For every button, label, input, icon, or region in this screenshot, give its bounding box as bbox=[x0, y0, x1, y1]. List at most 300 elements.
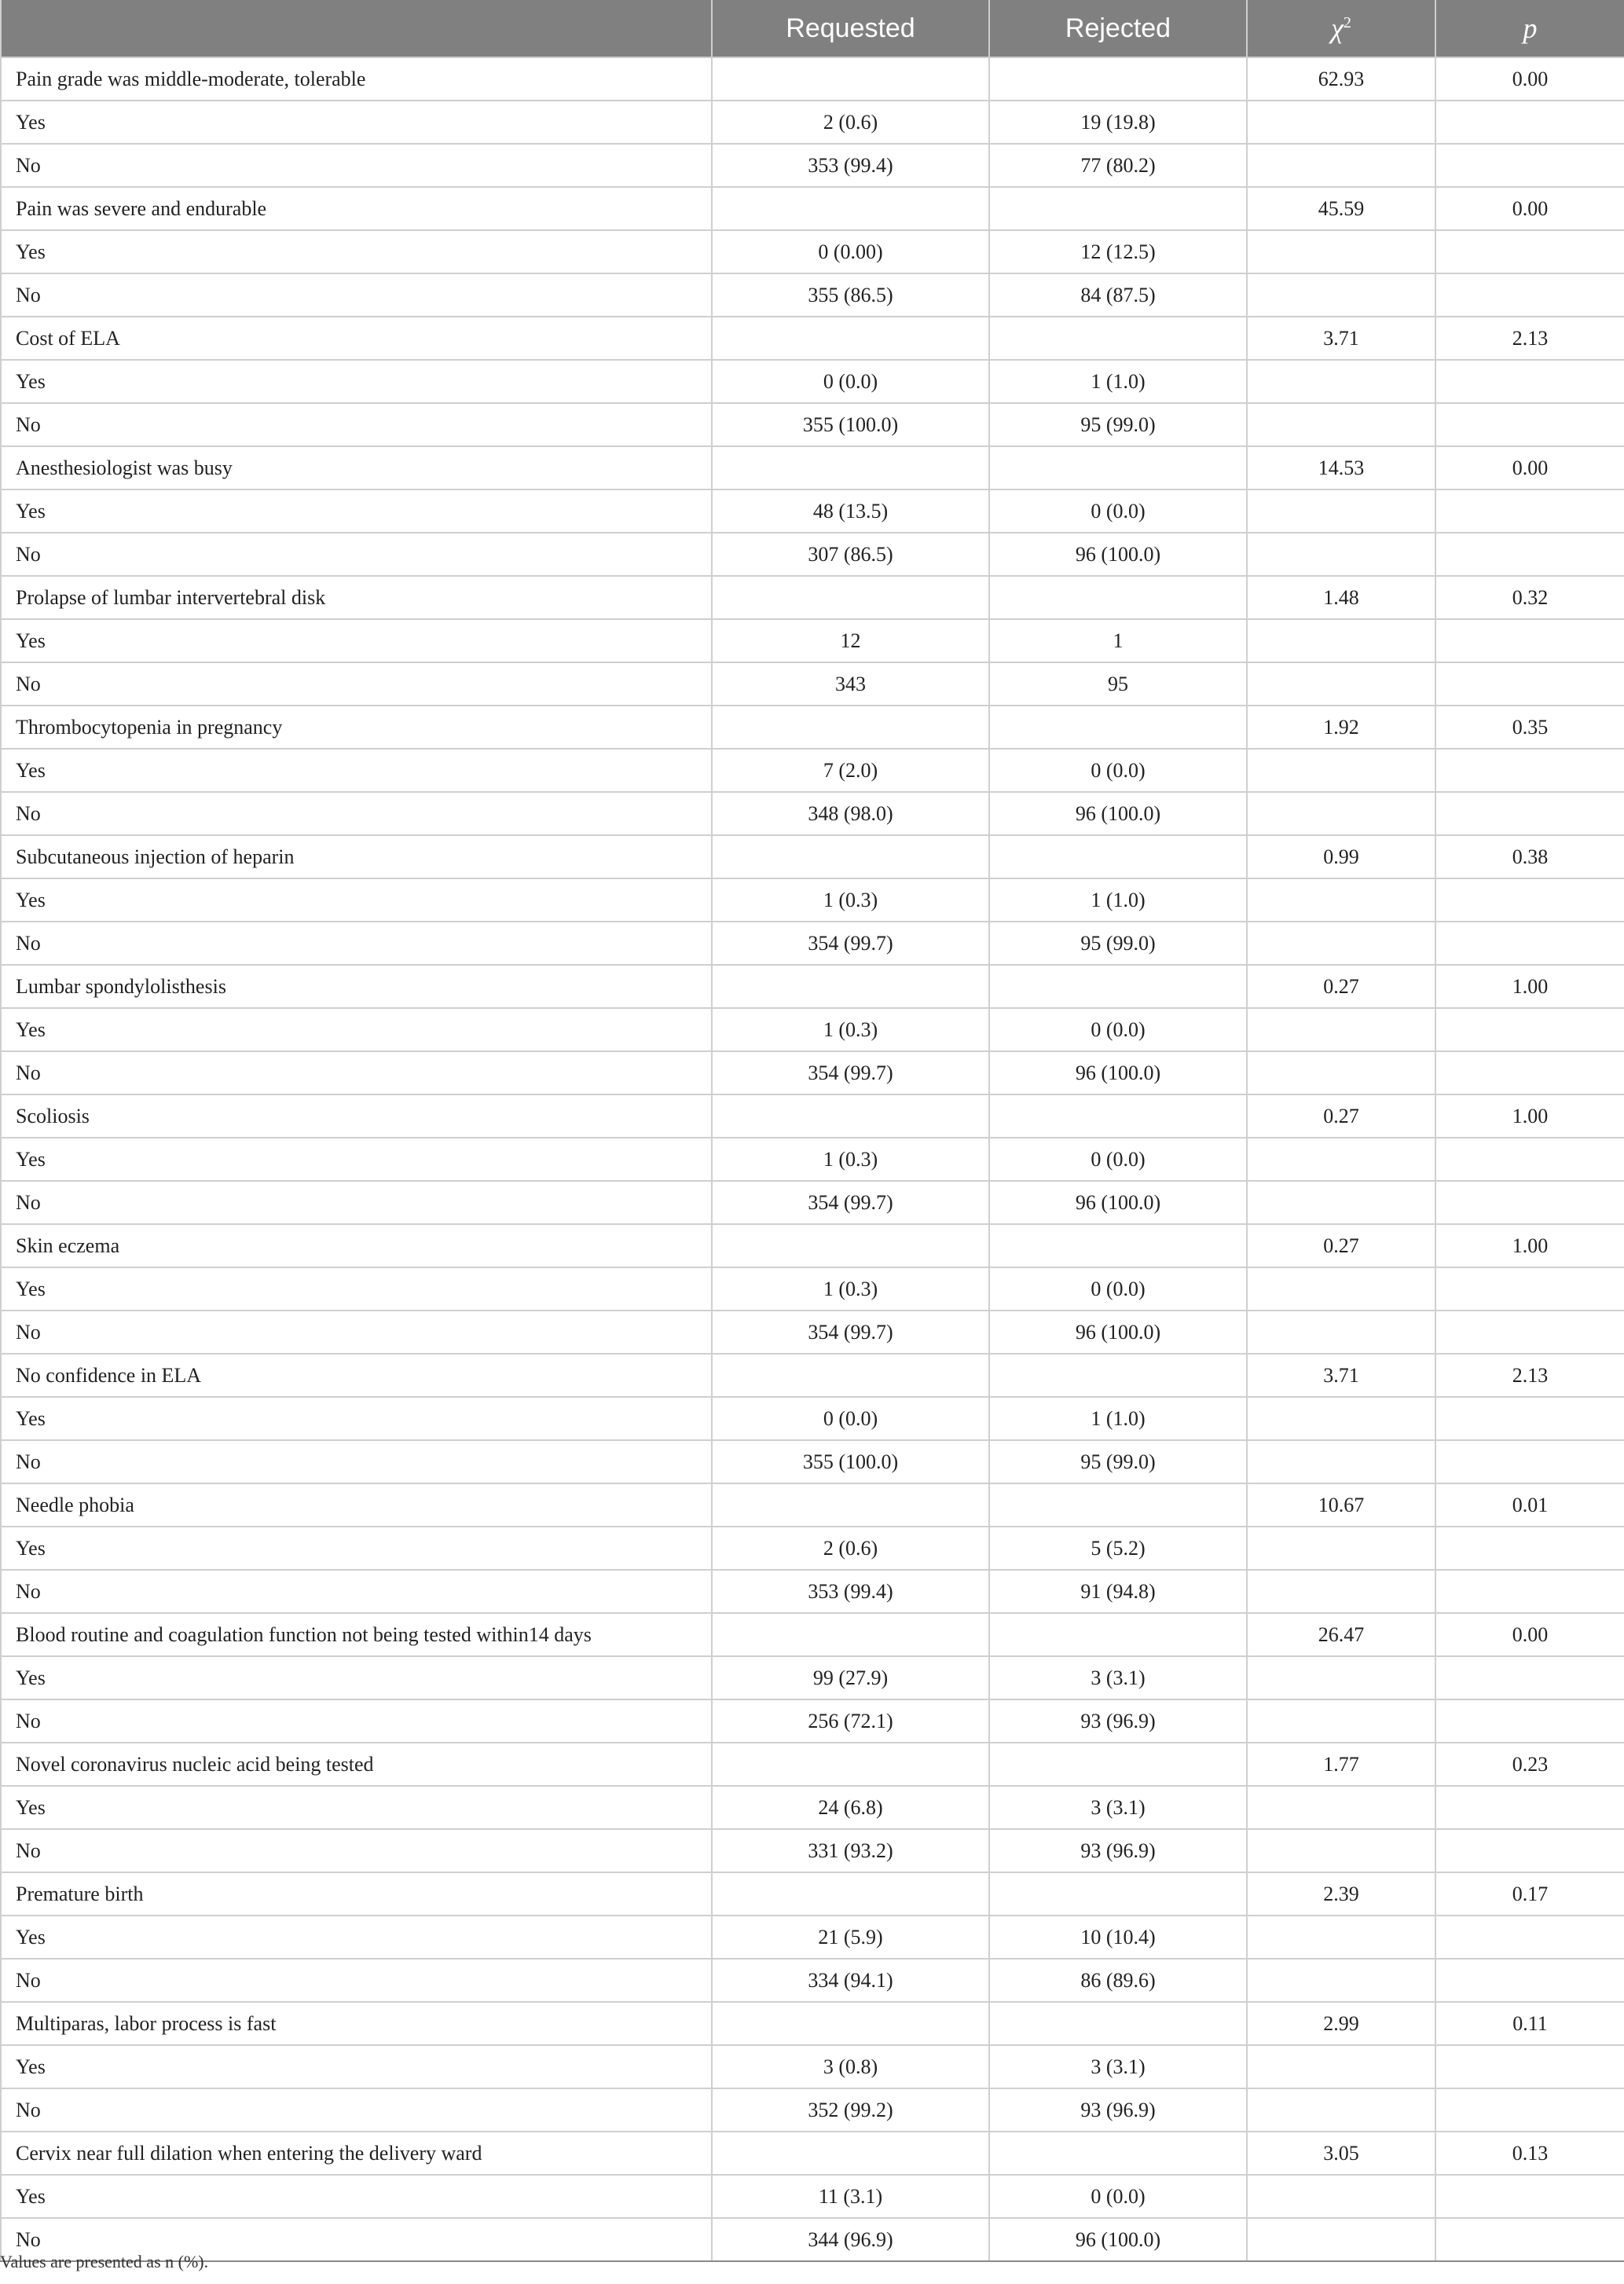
cell-label: No bbox=[1, 1829, 712, 1872]
cell-chi-square: 10.67 bbox=[1247, 1483, 1435, 1527]
cell-rejected: 3 (3.1) bbox=[989, 1656, 1247, 1699]
table-row bbox=[1, 576, 1624, 619]
cell-label: No bbox=[1, 273, 712, 317]
cell-label: Yes bbox=[1, 1656, 712, 1699]
cell-chi-square bbox=[1247, 878, 1435, 922]
cell-rejected: 96 (100.0) bbox=[989, 1311, 1247, 1354]
table-row bbox=[1, 1440, 1624, 1483]
cell-chi-square bbox=[1247, 792, 1435, 835]
table-row bbox=[1, 1138, 1624, 1181]
table-row bbox=[1, 1008, 1624, 1051]
cell-rejected: 0 (0.0) bbox=[989, 1138, 1247, 1181]
cell-label: Yes bbox=[1, 749, 712, 792]
cell-chi-square bbox=[1247, 1138, 1435, 1181]
cell-p-value bbox=[1435, 662, 1624, 706]
cell-label: No bbox=[1, 1181, 712, 1224]
cell-requested bbox=[712, 1743, 989, 1786]
cell-p-value bbox=[1435, 230, 1624, 273]
cell-requested: 1 (0.3) bbox=[712, 878, 989, 922]
cell-requested: 7 (2.0) bbox=[712, 749, 989, 792]
cell-label: Yes bbox=[1, 230, 712, 273]
cell-requested: 0 (0.00) bbox=[712, 230, 989, 273]
cell-p-value bbox=[1435, 792, 1624, 835]
cell-requested bbox=[712, 317, 989, 360]
cell-p-value bbox=[1435, 878, 1624, 922]
cell-label: Yes bbox=[1, 101, 712, 144]
cell-rejected: 0 (0.0) bbox=[989, 1267, 1247, 1311]
cell-chi-square bbox=[1247, 1959, 1435, 2002]
table-row bbox=[1, 1829, 1624, 1872]
cell-rejected: 0 (0.0) bbox=[989, 749, 1247, 792]
cell-p-value bbox=[1435, 403, 1624, 446]
cell-label: No bbox=[1, 1570, 712, 1613]
cell-p-value bbox=[1435, 101, 1624, 144]
cell-label: Multiparas, labor process is fast bbox=[1, 2002, 712, 2045]
cell-chi-square bbox=[1247, 1786, 1435, 1829]
table-body bbox=[1, 57, 1624, 2261]
cell-label: Pain was severe and endurable bbox=[1, 187, 712, 230]
cell-label: Yes bbox=[1, 878, 712, 922]
cell-label: Yes bbox=[1, 1397, 712, 1440]
cell-requested bbox=[712, 187, 989, 230]
cell-chi-square bbox=[1247, 230, 1435, 273]
cell-requested bbox=[712, 1354, 989, 1397]
cell-requested bbox=[712, 835, 989, 878]
cell-chi-square bbox=[1247, 2218, 1435, 2261]
table-row bbox=[1, 1051, 1624, 1094]
header-requested: Requested bbox=[712, 0, 989, 57]
cell-p-value bbox=[1435, 1008, 1624, 1051]
cell-label: No bbox=[1, 144, 712, 187]
cell-label: No bbox=[1, 1311, 712, 1354]
cell-requested bbox=[712, 1483, 989, 1527]
cell-rejected: 95 bbox=[989, 662, 1247, 706]
cell-chi-square bbox=[1247, 273, 1435, 317]
cell-rejected: 1 (1.0) bbox=[989, 1397, 1247, 1440]
cell-requested: 3 (0.8) bbox=[712, 2045, 989, 2088]
cell-p-value bbox=[1435, 360, 1624, 403]
cell-requested: 99 (27.9) bbox=[712, 1656, 989, 1699]
cell-chi-square bbox=[1247, 922, 1435, 965]
cell-rejected bbox=[989, 1872, 1247, 1916]
cell-requested bbox=[712, 57, 989, 101]
table-row bbox=[1, 1354, 1624, 1397]
cell-chi-square: 26.47 bbox=[1247, 1613, 1435, 1656]
cell-requested: 307 (86.5) bbox=[712, 533, 989, 576]
table-row bbox=[1, 273, 1624, 317]
table-row bbox=[1, 360, 1624, 403]
table-row bbox=[1, 317, 1624, 360]
cell-chi-square bbox=[1247, 1440, 1435, 1483]
cell-p-value bbox=[1435, 1181, 1624, 1224]
table-row bbox=[1, 1397, 1624, 1440]
cell-label: Prolapse of lumbar intervertebral disk bbox=[1, 576, 712, 619]
table-row bbox=[1, 1872, 1624, 1916]
cell-label: Anesthesiologist was busy bbox=[1, 446, 712, 489]
cell-p-value bbox=[1435, 1138, 1624, 1181]
cell-p-value bbox=[1435, 1397, 1624, 1440]
cell-p-value bbox=[1435, 1959, 1624, 2002]
cell-requested: 1 (0.3) bbox=[712, 1138, 989, 1181]
table-row bbox=[1, 1916, 1624, 1959]
cell-p-value: 0.13 bbox=[1435, 2132, 1624, 2175]
cell-rejected: 95 (99.0) bbox=[989, 922, 1247, 965]
cell-rejected: 93 (96.9) bbox=[989, 1829, 1247, 1872]
cell-label: Pain grade was middle-moderate, tolerable bbox=[1, 57, 712, 101]
cell-rejected: 96 (100.0) bbox=[989, 2218, 1247, 2261]
table-row bbox=[1, 1181, 1624, 1224]
cell-p-value: 0.00 bbox=[1435, 446, 1624, 489]
cell-label: Yes bbox=[1, 2175, 712, 2218]
cell-chi-square: 0.27 bbox=[1247, 1094, 1435, 1138]
cell-requested: 24 (6.8) bbox=[712, 1786, 989, 1829]
cell-p-value: 1.00 bbox=[1435, 1224, 1624, 1267]
cell-requested bbox=[712, 965, 989, 1008]
cell-p-value bbox=[1435, 1699, 1624, 1743]
cell-rejected: 95 (99.0) bbox=[989, 1440, 1247, 1483]
cell-p-value bbox=[1435, 1829, 1624, 1872]
table-row bbox=[1, 1267, 1624, 1311]
cell-rejected: 77 (80.2) bbox=[989, 144, 1247, 187]
cell-p-value bbox=[1435, 533, 1624, 576]
cell-rejected bbox=[989, 1224, 1247, 1267]
cell-rejected bbox=[989, 317, 1247, 360]
cell-chi-square bbox=[1247, 1051, 1435, 1094]
cell-label: Yes bbox=[1, 1786, 712, 1829]
cell-label: Cervix near full dilation when entering the delivery ward bbox=[1, 2132, 712, 2175]
cell-label: No bbox=[1, 792, 712, 835]
table-row bbox=[1, 1959, 1624, 2002]
cell-requested bbox=[712, 706, 989, 749]
cell-p-value bbox=[1435, 1311, 1624, 1354]
cell-chi-square: 1.48 bbox=[1247, 576, 1435, 619]
header-row bbox=[1, 0, 1624, 57]
cell-chi-square bbox=[1247, 403, 1435, 446]
cell-requested bbox=[712, 1094, 989, 1138]
cell-requested: 12 bbox=[712, 619, 989, 662]
cell-label: No bbox=[1, 1959, 712, 2002]
cell-chi-square bbox=[1247, 1311, 1435, 1354]
cell-p-value bbox=[1435, 489, 1624, 533]
cell-rejected: 96 (100.0) bbox=[989, 533, 1247, 576]
cell-label: Premature birth bbox=[1, 1872, 712, 1916]
cell-requested: 354 (99.7) bbox=[712, 1311, 989, 1354]
cell-label: Yes bbox=[1, 1267, 712, 1311]
cell-rejected: 93 (96.9) bbox=[989, 1699, 1247, 1743]
cell-rejected bbox=[989, 2132, 1247, 2175]
table-row bbox=[1, 446, 1624, 489]
cell-chi-square bbox=[1247, 1267, 1435, 1311]
cell-p-value: 0.32 bbox=[1435, 576, 1624, 619]
cell-requested: 344 (96.9) bbox=[712, 2218, 989, 2261]
cell-label: Cost of ELA bbox=[1, 317, 712, 360]
cell-p-value bbox=[1435, 1440, 1624, 1483]
cell-p-value bbox=[1435, 2088, 1624, 2132]
cell-chi-square bbox=[1247, 1699, 1435, 1743]
cell-rejected bbox=[989, 446, 1247, 489]
header-p-value: p bbox=[1435, 0, 1624, 57]
cell-rejected bbox=[989, 1094, 1247, 1138]
cell-p-value: 2.13 bbox=[1435, 1354, 1624, 1397]
cell-chi-square: 0.99 bbox=[1247, 835, 1435, 878]
cell-requested: 343 bbox=[712, 662, 989, 706]
cell-p-value bbox=[1435, 1267, 1624, 1311]
cell-p-value: 0.17 bbox=[1435, 1872, 1624, 1916]
cell-rejected: 93 (96.9) bbox=[989, 2088, 1247, 2132]
cell-requested: 352 (99.2) bbox=[712, 2088, 989, 2132]
cell-p-value bbox=[1435, 273, 1624, 317]
cell-rejected: 1 (1.0) bbox=[989, 360, 1247, 403]
cell-chi-square: 62.93 bbox=[1247, 57, 1435, 101]
cell-chi-square bbox=[1247, 1570, 1435, 1613]
table-row bbox=[1, 1094, 1624, 1138]
cell-chi-square: 3.71 bbox=[1247, 1354, 1435, 1397]
cell-label: No bbox=[1, 1440, 712, 1483]
cell-rejected: 84 (87.5) bbox=[989, 273, 1247, 317]
cell-requested: 1 (0.3) bbox=[712, 1008, 989, 1051]
cell-chi-square bbox=[1247, 1656, 1435, 1699]
table-row bbox=[1, 619, 1624, 662]
cell-p-value bbox=[1435, 2175, 1624, 2218]
cell-rejected bbox=[989, 57, 1247, 101]
table-row bbox=[1, 1699, 1624, 1743]
cell-label: Needle phobia bbox=[1, 1483, 712, 1527]
cell-rejected bbox=[989, 187, 1247, 230]
cell-rejected: 96 (100.0) bbox=[989, 1051, 1247, 1094]
cell-rejected: 5 (5.2) bbox=[989, 1527, 1247, 1570]
cell-label: Blood routine and coagulation function not being tested within14 days bbox=[1, 1613, 712, 1656]
cell-p-value: 1.00 bbox=[1435, 1094, 1624, 1138]
cell-requested: 21 (5.9) bbox=[712, 1916, 989, 1959]
cell-requested: 48 (13.5) bbox=[712, 489, 989, 533]
cell-chi-square: 0.27 bbox=[1247, 965, 1435, 1008]
cell-chi-square bbox=[1247, 489, 1435, 533]
cell-p-value: 0.23 bbox=[1435, 1743, 1624, 1786]
cell-rejected: 95 (99.0) bbox=[989, 403, 1247, 446]
cell-p-value bbox=[1435, 1570, 1624, 1613]
cell-chi-square bbox=[1247, 1829, 1435, 1872]
cell-label: Lumbar spondylolisthesis bbox=[1, 965, 712, 1008]
cell-label: No bbox=[1, 662, 712, 706]
cell-p-value bbox=[1435, 749, 1624, 792]
cell-chi-square bbox=[1247, 662, 1435, 706]
cell-requested: 0 (0.0) bbox=[712, 1397, 989, 1440]
table-row bbox=[1, 1570, 1624, 1613]
cell-rejected bbox=[989, 965, 1247, 1008]
table-row bbox=[1, 2132, 1624, 2175]
cell-requested: 355 (100.0) bbox=[712, 403, 989, 446]
cell-requested: 355 (86.5) bbox=[712, 273, 989, 317]
cell-requested bbox=[712, 1613, 989, 1656]
cell-requested: 353 (99.4) bbox=[712, 1570, 989, 1613]
cell-requested bbox=[712, 2002, 989, 2045]
cell-requested bbox=[712, 2132, 989, 2175]
cell-chi-square: 14.53 bbox=[1247, 446, 1435, 489]
cell-rejected bbox=[989, 1483, 1247, 1527]
cell-rejected bbox=[989, 1354, 1247, 1397]
cell-rejected bbox=[989, 835, 1247, 878]
cell-rejected: 86 (89.6) bbox=[989, 1959, 1247, 2002]
cell-p-value: 0.38 bbox=[1435, 835, 1624, 878]
cell-p-value bbox=[1435, 1786, 1624, 1829]
cell-p-value: 0.01 bbox=[1435, 1483, 1624, 1527]
table-row bbox=[1, 1743, 1624, 1786]
cell-chi-square bbox=[1247, 1181, 1435, 1224]
cell-p-value bbox=[1435, 2218, 1624, 2261]
cell-chi-square bbox=[1247, 2088, 1435, 2132]
cell-p-value: 2.13 bbox=[1435, 317, 1624, 360]
cell-chi-square bbox=[1247, 144, 1435, 187]
cell-rejected bbox=[989, 706, 1247, 749]
cell-label: Yes bbox=[1, 360, 712, 403]
cell-chi-square bbox=[1247, 1916, 1435, 1959]
table-row bbox=[1, 57, 1624, 101]
cell-requested: 331 (93.2) bbox=[712, 1829, 989, 1872]
cell-chi-square bbox=[1247, 360, 1435, 403]
table-row bbox=[1, 1224, 1624, 1267]
cell-rejected bbox=[989, 1743, 1247, 1786]
cell-rejected: 10 (10.4) bbox=[989, 1916, 1247, 1959]
cell-chi-square: 45.59 bbox=[1247, 187, 1435, 230]
cell-p-value bbox=[1435, 1051, 1624, 1094]
cell-requested: 354 (99.7) bbox=[712, 1051, 989, 1094]
cell-p-value: 0.00 bbox=[1435, 57, 1624, 101]
table-row bbox=[1, 1613, 1624, 1656]
cell-p-value bbox=[1435, 1916, 1624, 1959]
cell-chi-square bbox=[1247, 619, 1435, 662]
cell-label: Skin eczema bbox=[1, 1224, 712, 1267]
table-row bbox=[1, 1786, 1624, 1829]
cell-requested: 355 (100.0) bbox=[712, 1440, 989, 1483]
cell-chi-square: 1.92 bbox=[1247, 706, 1435, 749]
cell-rejected: 12 (12.5) bbox=[989, 230, 1247, 273]
cell-label: Yes bbox=[1, 1138, 712, 1181]
cell-chi-square: 1.77 bbox=[1247, 1743, 1435, 1786]
cell-requested: 348 (98.0) bbox=[712, 792, 989, 835]
cell-requested bbox=[712, 576, 989, 619]
cell-requested: 256 (72.1) bbox=[712, 1699, 989, 1743]
cell-chi-square: 0.27 bbox=[1247, 1224, 1435, 1267]
table-row bbox=[1, 2218, 1624, 2261]
cell-rejected: 0 (0.0) bbox=[989, 1008, 1247, 1051]
table-row bbox=[1, 792, 1624, 835]
cell-rejected: 3 (3.1) bbox=[989, 1786, 1247, 1829]
cell-p-value bbox=[1435, 1527, 1624, 1570]
cell-rejected: 96 (100.0) bbox=[989, 792, 1247, 835]
cell-chi-square bbox=[1247, 1008, 1435, 1051]
cell-p-value bbox=[1435, 1656, 1624, 1699]
cell-chi-square bbox=[1247, 2045, 1435, 2088]
cell-rejected: 0 (0.0) bbox=[989, 489, 1247, 533]
header-chi-square bbox=[1247, 0, 1435, 57]
table-footnote: Values are presented as n (%). bbox=[0, 2252, 209, 2271]
cell-p-value bbox=[1435, 2045, 1624, 2088]
cell-chi-square bbox=[1247, 749, 1435, 792]
cell-label: Yes bbox=[1, 1527, 712, 1570]
cell-rejected bbox=[989, 2002, 1247, 2045]
cell-rejected: 3 (3.1) bbox=[989, 2045, 1247, 2088]
cell-chi-square: 2.99 bbox=[1247, 2002, 1435, 2045]
table-row bbox=[1, 533, 1624, 576]
cell-label: No bbox=[1, 403, 712, 446]
table-row bbox=[1, 489, 1624, 533]
cell-chi-square bbox=[1247, 2175, 1435, 2218]
cell-rejected: 91 (94.8) bbox=[989, 1570, 1247, 1613]
cell-rejected: 0 (0.0) bbox=[989, 2175, 1247, 2218]
cell-p-value: 0.00 bbox=[1435, 1613, 1624, 1656]
table-row bbox=[1, 965, 1624, 1008]
cell-chi-square bbox=[1247, 101, 1435, 144]
table-row bbox=[1, 2045, 1624, 2088]
table-row bbox=[1, 403, 1624, 446]
cell-label: Yes bbox=[1, 619, 712, 662]
cell-label: No confidence in ELA bbox=[1, 1354, 712, 1397]
cell-p-value: 0.00 bbox=[1435, 187, 1624, 230]
cell-chi-square bbox=[1247, 1397, 1435, 1440]
cell-label: No bbox=[1, 2088, 712, 2132]
cell-p-value bbox=[1435, 144, 1624, 187]
header-rejected: Rejected bbox=[989, 0, 1247, 57]
table-row bbox=[1, 1311, 1624, 1354]
cell-label: No bbox=[1, 533, 712, 576]
table-row bbox=[1, 706, 1624, 749]
cell-p-value: 1.00 bbox=[1435, 965, 1624, 1008]
cell-requested bbox=[712, 1872, 989, 1916]
table-header bbox=[1, 0, 1624, 57]
header-label-column bbox=[1, 0, 712, 57]
table-row bbox=[1, 1527, 1624, 1570]
cell-rejected: 1 (1.0) bbox=[989, 878, 1247, 922]
chi-symbol: χ bbox=[1331, 13, 1344, 44]
cell-chi-square: 2.39 bbox=[1247, 1872, 1435, 1916]
cell-label: Yes bbox=[1, 489, 712, 533]
table-row bbox=[1, 2175, 1624, 2218]
table-row bbox=[1, 101, 1624, 144]
cell-label: Thrombocytopenia in pregnancy bbox=[1, 706, 712, 749]
cell-p-value: 0.11 bbox=[1435, 2002, 1624, 2045]
cell-requested: 11 (3.1) bbox=[712, 2175, 989, 2218]
table-row bbox=[1, 2088, 1624, 2132]
table-row bbox=[1, 144, 1624, 187]
cell-label: Yes bbox=[1, 2045, 712, 2088]
cell-p-value bbox=[1435, 619, 1624, 662]
cell-requested: 0 (0.0) bbox=[712, 360, 989, 403]
cell-rejected: 96 (100.0) bbox=[989, 1181, 1247, 1224]
cell-p-value: 0.35 bbox=[1435, 706, 1624, 749]
table-row bbox=[1, 922, 1624, 965]
cell-requested: 354 (99.7) bbox=[712, 1181, 989, 1224]
cell-requested: 353 (99.4) bbox=[712, 144, 989, 187]
table-row bbox=[1, 187, 1624, 230]
cell-chi-square bbox=[1247, 1527, 1435, 1570]
cell-label: No bbox=[1, 1051, 712, 1094]
cell-chi-square: 3.71 bbox=[1247, 317, 1435, 360]
table-row bbox=[1, 1483, 1624, 1527]
cell-chi-square bbox=[1247, 533, 1435, 576]
table-row bbox=[1, 835, 1624, 878]
cell-label: No bbox=[1, 2218, 712, 2261]
cell-requested: 334 (94.1) bbox=[712, 1959, 989, 2002]
table-row bbox=[1, 662, 1624, 706]
cell-rejected bbox=[989, 576, 1247, 619]
cell-label: Subcutaneous injection of heparin bbox=[1, 835, 712, 878]
table-row bbox=[1, 749, 1624, 792]
table-row bbox=[1, 878, 1624, 922]
cell-p-value bbox=[1435, 922, 1624, 965]
cell-label: Yes bbox=[1, 1008, 712, 1051]
cell-requested: 1 (0.3) bbox=[712, 1267, 989, 1311]
cell-requested: 2 (0.6) bbox=[712, 1527, 989, 1570]
